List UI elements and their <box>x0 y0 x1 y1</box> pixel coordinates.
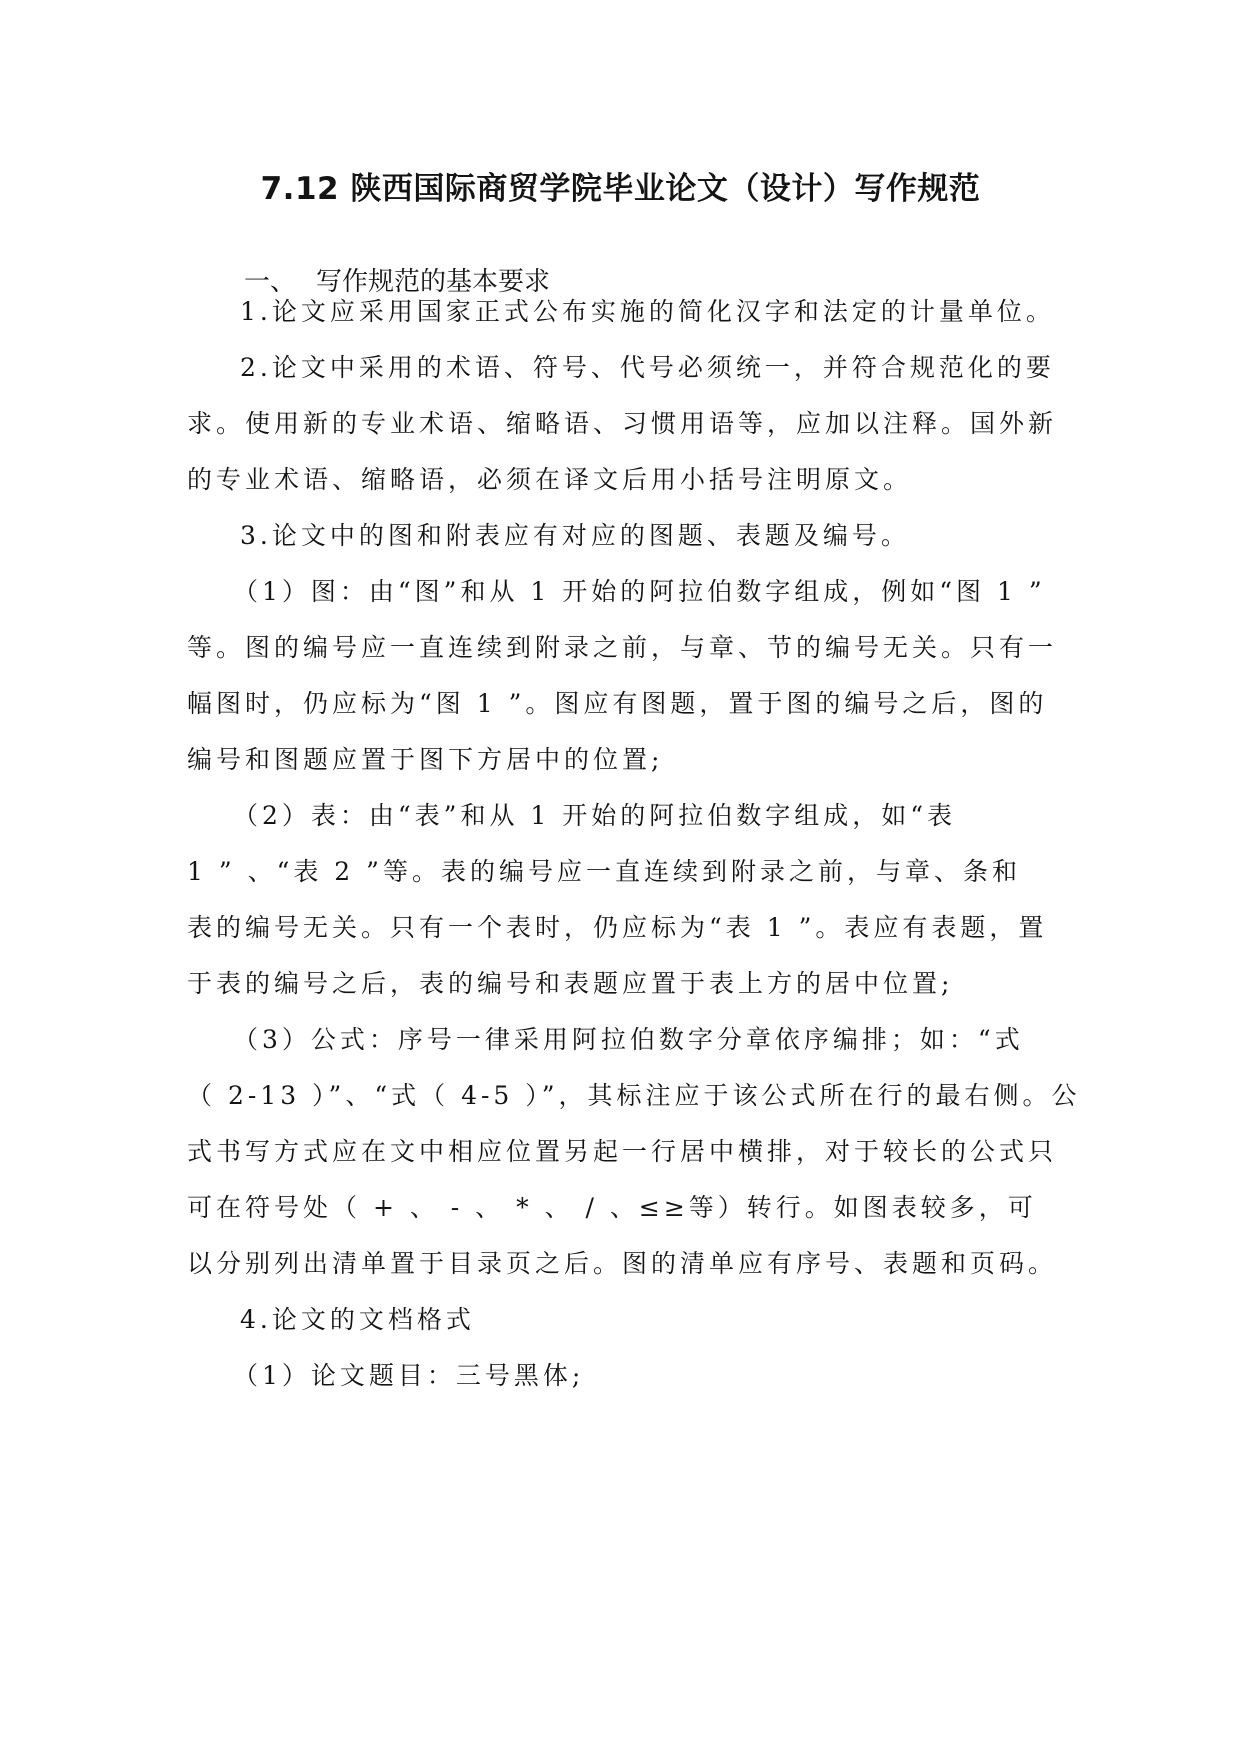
paragraph-line: 幅图时，仍应标为“图 1 ”。图应有图题，置于图的编号之后，图的 <box>187 689 1048 718</box>
section-heading-text: 写作规范的基本要求 <box>316 267 551 297</box>
paragraph-line: 表的编号无关。只有一个表时，仍应标为“表 1 ”。表应有表题，置 <box>187 913 1048 942</box>
paragraph-line: 1.论文应采用国家正式公布实施的简化汉字和法定的计量单位。 <box>240 297 1055 326</box>
paragraph-line: 于表的编号之后，表的编号和表题应置于表上方的居中位置; <box>187 969 954 998</box>
paragraph-line: （1）图：由“图”和从 1 开始的阿拉伯数字组成，例如“图 1 ” <box>233 577 1046 606</box>
paragraph-line: 求。使用新的专业术语、缩略语、习惯用语等，应加以注释。国外新 <box>187 409 1058 438</box>
paragraph-line: （3）公式：序号一律采用阿拉伯数字分章依序编排；如：“式 <box>233 1025 1024 1054</box>
section-number: 一、 <box>244 267 297 297</box>
paragraph-line: 3.论文中的图和附表应有对应的图题、表题及编号。 <box>240 521 910 550</box>
paragraph-line: （2）表：由“表”和从 1 开始的阿拉伯数字组成，如“表 <box>233 801 957 830</box>
paragraph-line: 2.论文中采用的术语、符号、代号必须统一，并符合规范化的要 <box>240 353 1055 382</box>
paragraph-line: 以分别列出清单置于目录页之后。图的清单应有序号、表题和页码。 <box>187 1249 1058 1278</box>
paragraph-line: 1 ” 、“表 2 ”等。表的编号应一直连续到附录之前，与章、条和 <box>187 857 1021 886</box>
paragraph-line: 4.论文的文档格式 <box>240 1305 475 1334</box>
document-title: 7.12 陕西国际商贸学院毕业论文（设计）写作规范 <box>260 171 981 207</box>
paragraph-line: （ 2-13 ）”、“式（ 4-5 ）”，其标注应于该公式所在行的最右侧。公 <box>187 1081 1081 1110</box>
paragraph-line: 编号和图题应置于图下方居中的位置; <box>187 745 664 774</box>
paragraph-line: 式书写方式应在文中相应位置另起一行居中横排，对于较长的公式只 <box>187 1137 1058 1166</box>
paragraph-line: 的专业术语、缩略语，必须在译文后用小括号注明原文。 <box>187 465 913 494</box>
paragraph-line: 等。图的编号应一直连续到附录之前，与章、节的编号无关。只有一 <box>187 633 1058 662</box>
paragraph-line: 可在符号处（ + 、 - 、 * 、 / 、≤≥等）转行。如图表较多，可 <box>187 1193 1037 1222</box>
paragraph-line: （1）论文题目：三号黑体; <box>233 1361 585 1390</box>
